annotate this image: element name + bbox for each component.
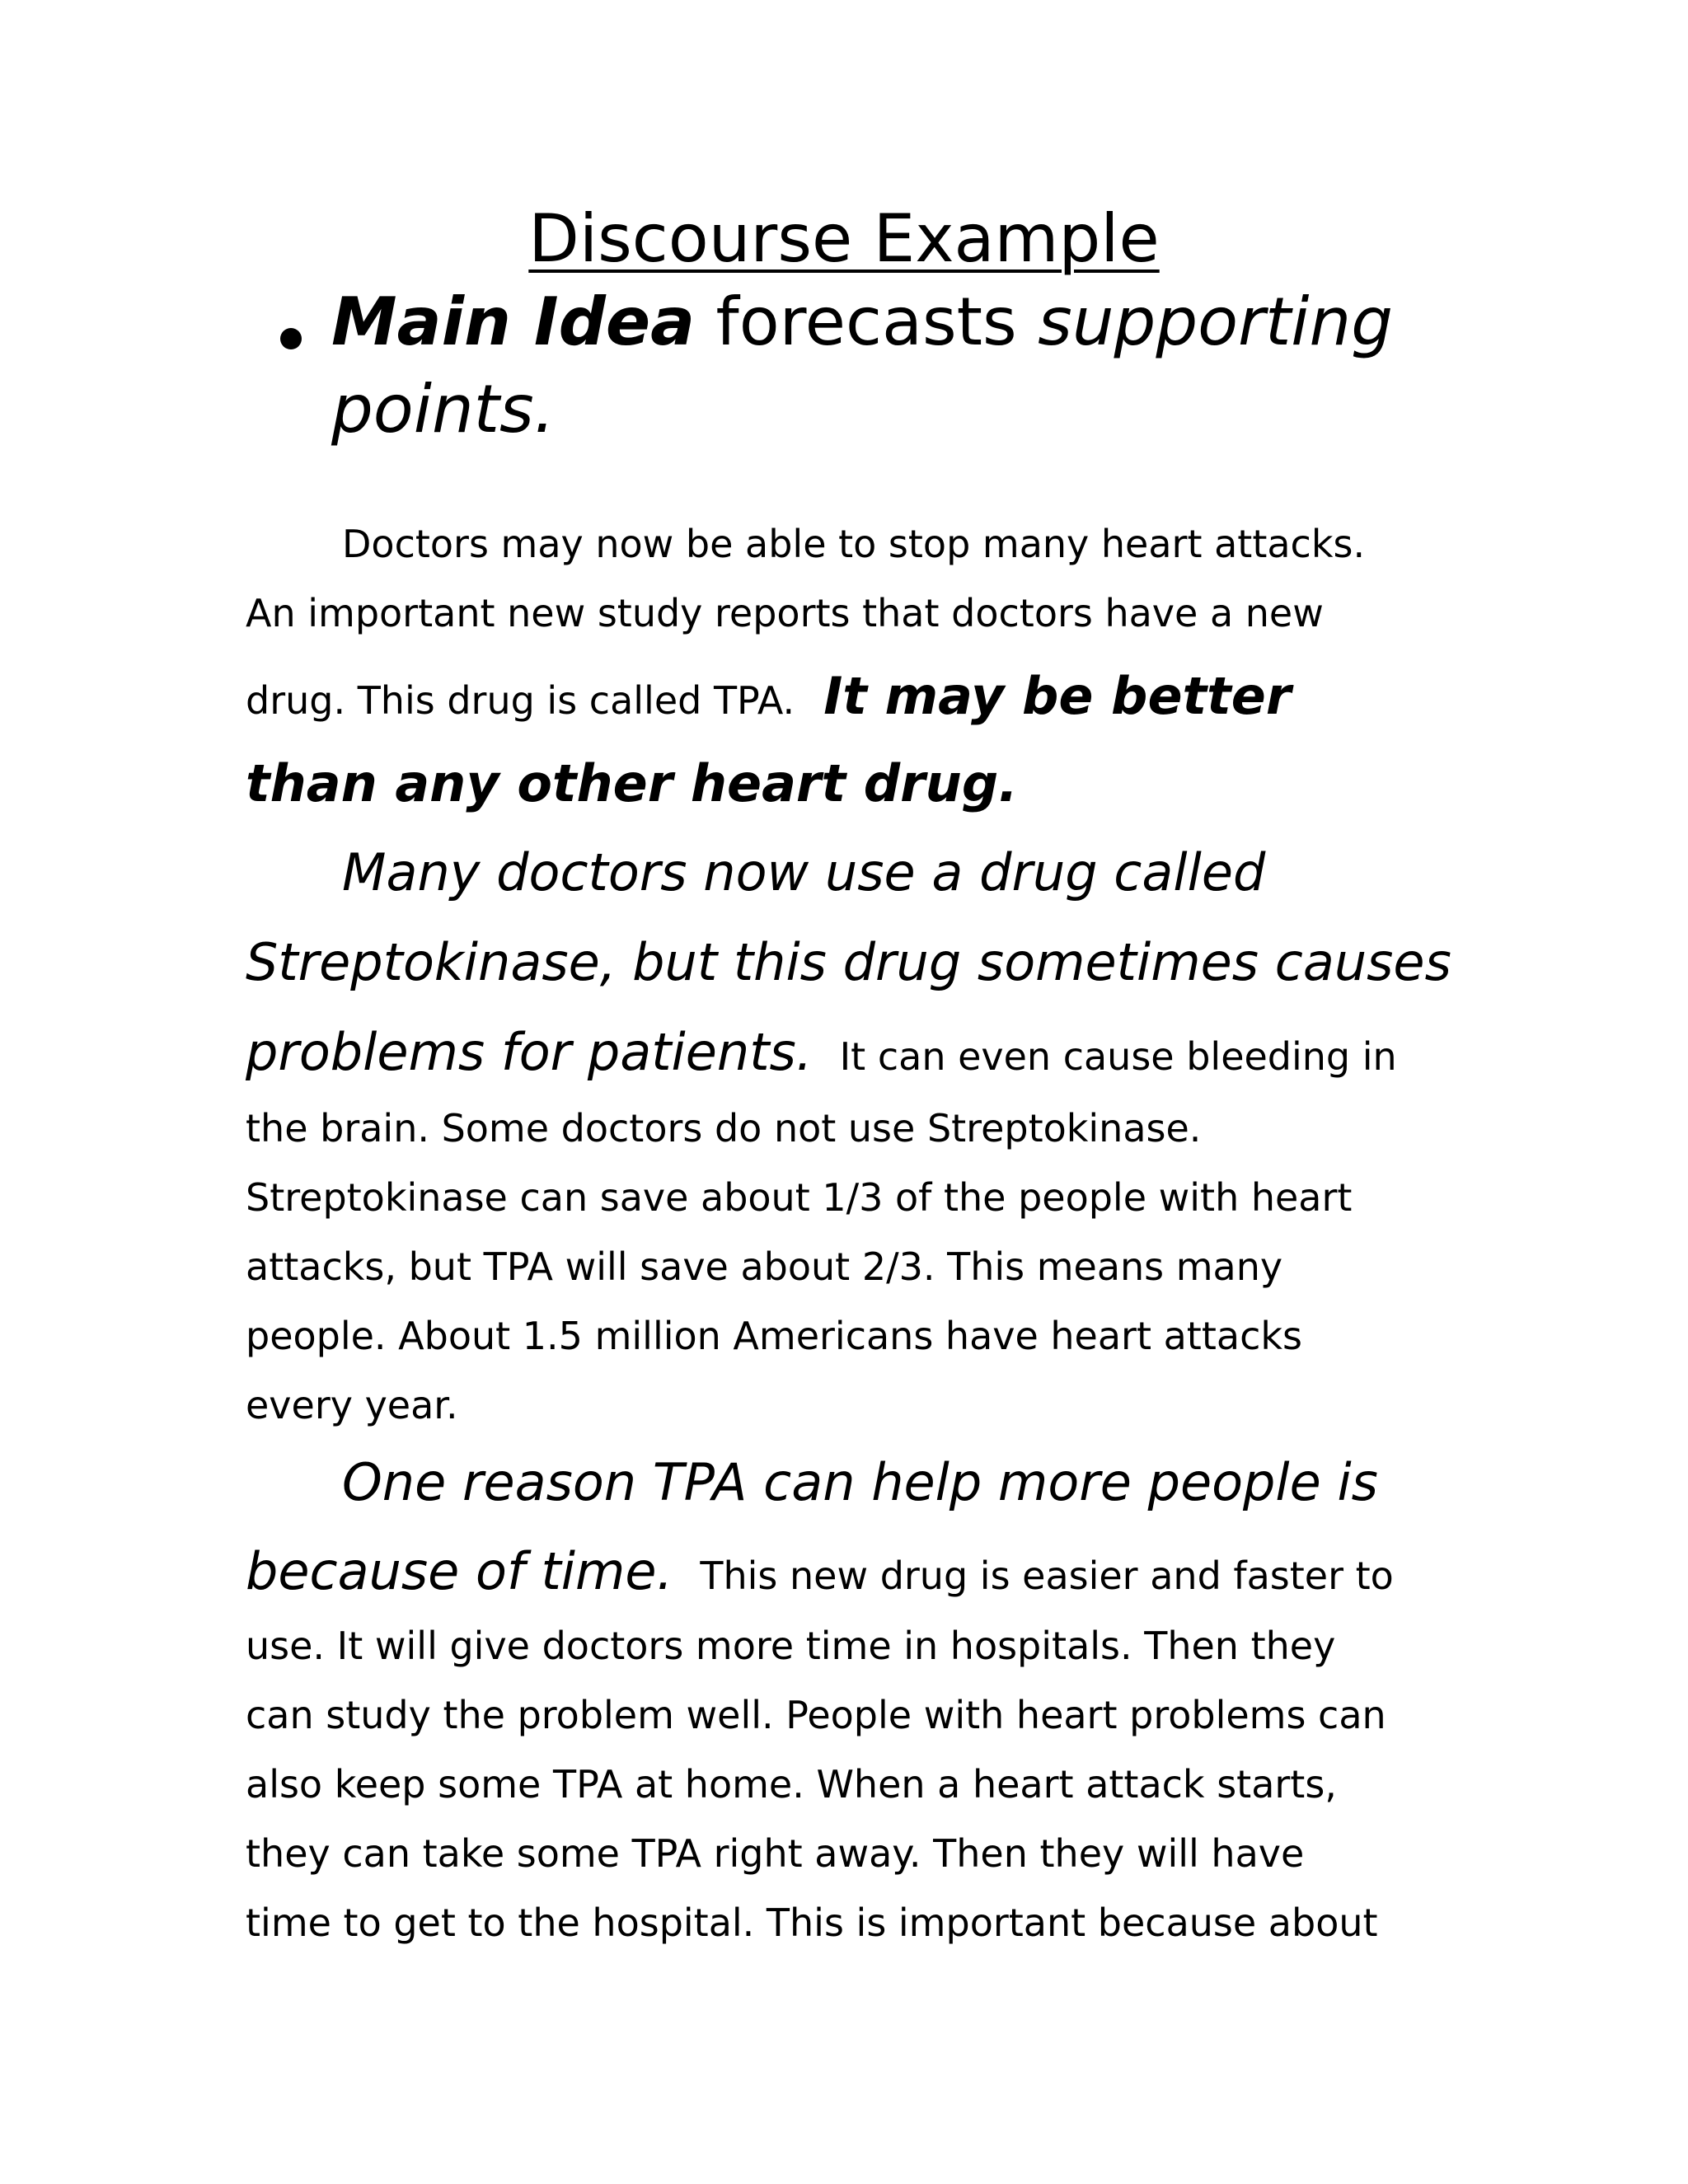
body-line-2: An important new study reports that doctors have a new — [246, 591, 1324, 635]
body-line-17: also keep some TPA at home. When a heart attack starts, — [246, 1762, 1337, 1807]
bullet-icon — [280, 328, 302, 349]
bullet-italic-text: supporting points. — [331, 284, 1394, 448]
body-line-14 — [246, 1541, 1394, 1601]
body-line-11: people. About 1.5 million Americans have heart attacks — [246, 1314, 1302, 1358]
body-line-4: than any other heart drug. — [246, 753, 1018, 813]
body-line-1: Doctors may now be able to stop many heart attacks. — [342, 522, 1366, 566]
body-line-10: attacks, but TPA will save about 2/3. This means many — [246, 1244, 1283, 1289]
body-line-3 — [246, 666, 1291, 726]
body-line-12: every year. — [246, 1383, 458, 1427]
body-line-3-normal: drug. This drug is called TPA. — [246, 678, 795, 723]
body-line-8: the brain. Some doctors do not use Streptokinase. — [246, 1106, 1202, 1151]
body-line-14-normal: This new drug is easier and faster to — [700, 1554, 1394, 1598]
bullet-bold-text: Main Idea — [331, 284, 696, 360]
body-line-19: time to get to the hospital. This is important because about — [246, 1900, 1378, 1945]
body-line-14-italic: because of time. — [246, 1541, 673, 1601]
body-line-18: they can take some TPA right away. Then they will have — [246, 1831, 1305, 1876]
bullet-point — [280, 279, 1467, 453]
body-line-16: can study the problem well. People with heart problems can — [246, 1693, 1386, 1737]
page-title: Discourse Example — [528, 200, 1160, 277]
body-line-6: Streptokinase, but this drug sometimes causes — [246, 932, 1451, 992]
body-line-15: use. It will give doctors more time in hospitals. Then they — [246, 1624, 1336, 1668]
body-line-7-italic: problems for patients. — [246, 1022, 813, 1082]
body-line-7 — [246, 1022, 1397, 1082]
body-line-5: Many doctors now use a drug called — [342, 842, 1266, 902]
bullet-text — [331, 279, 1467, 453]
bullet-middle-text: forecasts — [695, 284, 1039, 360]
body-line-3-emphasis: It may be better — [823, 666, 1292, 726]
body-line-7-normal: It can even cause bleeding in — [839, 1034, 1397, 1079]
body-line-9: Streptokinase can save about 1/3 of the people with heart — [246, 1175, 1353, 1220]
body-line-13: One reason TPA can help more people is — [342, 1452, 1378, 1512]
